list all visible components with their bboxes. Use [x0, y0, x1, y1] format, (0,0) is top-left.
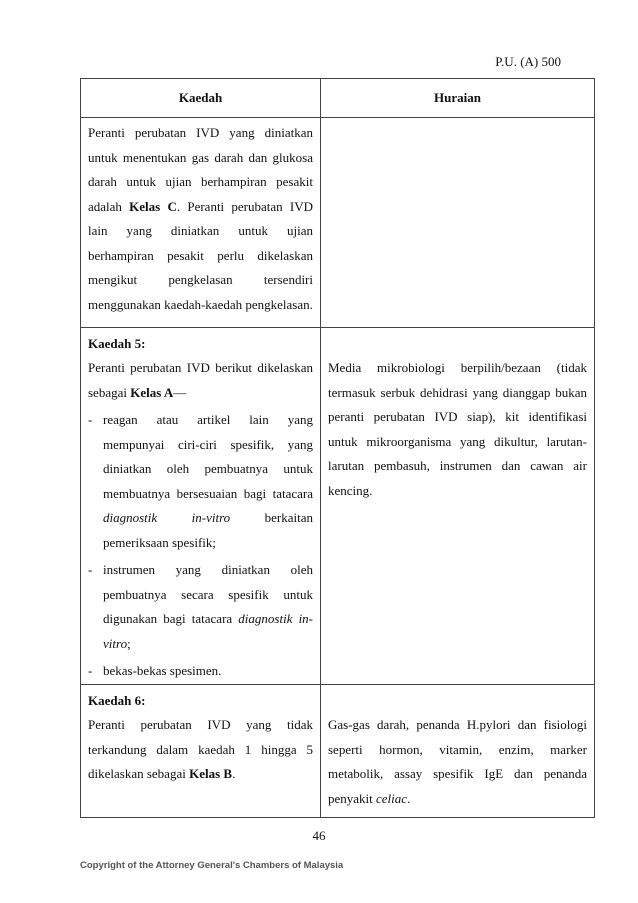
rule-text-part: — [173, 384, 187, 400]
rule-text-part: . [232, 766, 236, 781]
rule-item-list [88, 408, 313, 684]
item-text: instrumen yang diniatkan oleh pembuatnya secara spesifik untuk digunakan bagi tatacara [103, 562, 313, 626]
list-item [88, 408, 313, 555]
table-row [81, 118, 595, 328]
table-header-row [81, 79, 595, 118]
item-text: bekas-bekas spesimen. [103, 663, 222, 678]
rule-intro [88, 356, 313, 405]
item-italic-text: diagnostik in-vitro [103, 510, 231, 525]
description-italic-text: celiac [376, 790, 408, 806]
item-text: reagan atau artikel lain yang mempunyai ciri-ciri spesifik, yang diniatkan oleh pembuatnya untuk membuatnya bersesuaian bagi tatacara [103, 412, 313, 501]
list-item [88, 659, 313, 684]
rule-text-part: . Peranti perubatan IVD lain yang diniatkan untuk ujian berhampiran pesakit perlu dikelaskan mengikut pengkelasan tersendiri menggunakan kaedah-kaedah pengkelasan. [88, 198, 314, 312]
class-label: Kelas A [130, 384, 174, 400]
rule-text-part: Peranti perubatan IVD berikut dikelaskan sebagai [88, 360, 313, 400]
item-text: berkaitan pemeriksaan spesifik; [103, 510, 313, 550]
document-reference: P.U. (A) 500 [495, 54, 561, 69]
description-text: Media mikrobiologi berpilih/bezaan (tidak termasuk serbuk dehidrasi yang dianggap bukan peranti perubatan IVD siap), kit identifikasi untuk mikroorganisma yang dikultur, larutan-larutan pembasuh, instrumen dan cawan air kencing. [328, 360, 587, 498]
class-label: Kelas B [189, 766, 233, 781]
description-cell [321, 118, 595, 328]
table-row [81, 685, 595, 818]
class-label: Kelas C [129, 198, 177, 214]
description-text-part: Gas-gas darah, penanda H.pylori dan fisiologi seperti hormon, vitamin, enzim, marker metabolik, assay spesifik IgE dan penanda penyakit [328, 717, 587, 806]
rule-text-part: Peranti perubatan IVD yang tidak terkandung dalam kaedah 1 hingga 5 dikelaskan sebagai [88, 717, 313, 781]
column-header-kaedah: Kaedah [81, 79, 321, 118]
column-header-huraian: Huraian [321, 79, 595, 118]
list-dash: - [88, 562, 93, 577]
description-text-part: . [407, 790, 411, 806]
rule-cell [81, 118, 321, 328]
rule-cell [81, 685, 321, 818]
rule-heading: Kaedah 6: [88, 693, 146, 708]
list-dash: - [88, 663, 93, 678]
rule-text-part: Peranti perubatan IVD yang diniatkan untuk menentukan gas darah dan glukosa darah untuk ujian berhampiran pesakit adalah [88, 125, 313, 214]
description-text [328, 713, 587, 811]
list-item [88, 558, 313, 656]
rules-table [80, 78, 595, 818]
item-italic-text: diagnostik in-vitro [103, 611, 314, 651]
table-row [81, 328, 595, 685]
item-text: ; [127, 635, 131, 651]
description-cell [321, 328, 595, 685]
page-number: 46 [312, 828, 326, 843]
copyright-notice: Copyright of the Attorney General's Chambers of Malaysia [80, 860, 344, 871]
rule-cell [81, 328, 321, 685]
rule-intro [88, 713, 313, 787]
list-dash: - [88, 412, 93, 427]
rule-text [88, 121, 313, 317]
description-cell [321, 685, 595, 818]
rule-heading: Kaedah 5: [88, 336, 146, 351]
